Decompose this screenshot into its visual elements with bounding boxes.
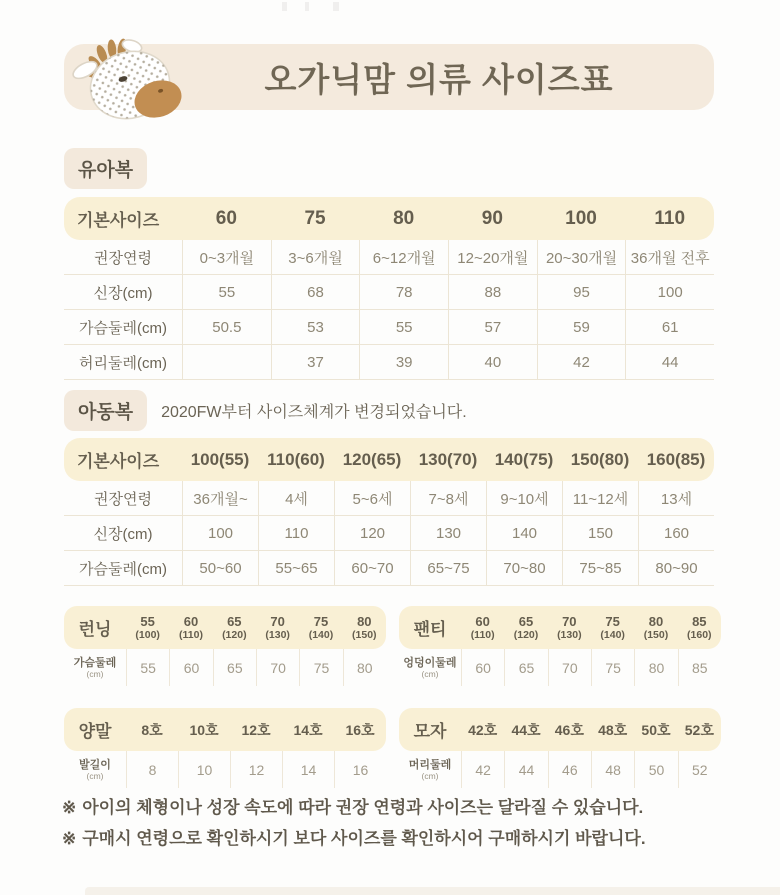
value-cell: 42: [461, 751, 504, 788]
value-cell: 44: [625, 345, 714, 379]
size-main: 12호: [241, 721, 271, 738]
value-cell: 100: [625, 275, 714, 309]
size-main: 80: [357, 613, 372, 629]
size-header-cell: [256, 615, 299, 641]
size-header-cell: [461, 615, 504, 641]
row-label-main: 가슴둘레: [73, 656, 117, 669]
row-label-unit: (cm): [421, 770, 439, 781]
value-cell: 65~75: [410, 551, 486, 585]
value-cell: 60: [169, 649, 212, 686]
size-header-cell: [678, 615, 721, 641]
value-cell: 60~70: [334, 551, 410, 585]
size-header-cell: [461, 723, 504, 737]
small-table-title: 런닝: [78, 620, 112, 639]
section-label-child: 아동복: [64, 390, 147, 431]
size-header-cell: [126, 615, 169, 641]
value-cell: 3~6개월: [271, 240, 360, 274]
small-table-title: 팬티: [413, 620, 447, 639]
row-label-unit: (cm): [86, 668, 104, 679]
value-cell: 57: [448, 310, 537, 344]
value-cell: 75: [299, 649, 342, 686]
size-header-cell: [343, 615, 386, 641]
table-header-band: [64, 197, 714, 240]
value-cell: 48: [591, 751, 634, 788]
size-header-cell: [126, 723, 178, 737]
table-header-band: [64, 606, 386, 649]
size-sub: (120): [222, 628, 247, 641]
size-header-cell: 75: [304, 207, 326, 229]
scan-artifact: [333, 2, 339, 11]
size-header-cell: [678, 723, 721, 737]
value-cell: 61: [625, 310, 714, 344]
table-row: [64, 481, 714, 516]
table-header-band: [64, 438, 714, 481]
value-cell: 36개월 전후: [625, 240, 714, 274]
value-cell: 95: [537, 275, 626, 309]
footnote-text: 아이의 체형이나 성장 속도에 따라 권장 연령과 사이즈는 달라질 수 있습니다.: [82, 798, 644, 817]
scan-artifact: [305, 2, 309, 11]
value-cell: 13세: [638, 481, 714, 515]
value-cell: 6~12개월: [359, 240, 448, 274]
row-label-unit: (cm): [86, 770, 104, 781]
row-label: 권장연령: [94, 490, 152, 508]
value-cell: 150: [562, 516, 638, 550]
size-sub: (100): [135, 628, 160, 641]
size-header-cell: [591, 723, 634, 737]
value-cell: 52: [678, 751, 721, 788]
row-label: 신장(cm): [93, 284, 153, 302]
value-cell: 20~30개월: [537, 240, 626, 274]
size-main: 52호: [684, 721, 714, 738]
value-cell: 55: [359, 310, 448, 344]
size-main: 80: [648, 613, 664, 629]
size-header-cell: 60: [215, 207, 237, 229]
size-header-cell: 120(65): [342, 449, 402, 469]
size-sub: (120): [513, 628, 539, 641]
page-title: 오가닉맘 의류 사이즈표: [264, 60, 614, 98]
value-cell: 0~3개월: [182, 240, 271, 274]
row-label-main: 발길이: [79, 758, 111, 771]
value-cell: 12: [230, 751, 282, 788]
value-cell: 85: [678, 649, 721, 686]
size-header-cell: [634, 615, 677, 641]
value-cell: 4세: [258, 481, 334, 515]
value-cell: 68: [271, 275, 360, 309]
size-sub: (140): [308, 628, 334, 641]
size-main: 8호: [141, 721, 163, 738]
row-label: 허리둘레(cm): [79, 354, 167, 372]
table-row: [64, 649, 386, 686]
footnote-line: [62, 823, 646, 854]
value-cell: 75~85: [562, 551, 638, 585]
size-header-cell: [282, 723, 334, 737]
size-main: 60: [183, 613, 199, 629]
value-cell: 16: [334, 751, 386, 788]
section-label-infant: 유아복: [64, 148, 147, 189]
size-header-cell: [548, 615, 591, 641]
value-cell: 37: [271, 345, 360, 379]
title-banner: [64, 44, 714, 110]
value-cell: 55: [182, 275, 271, 309]
value-cell: 70: [548, 649, 591, 686]
value-cell: 78: [359, 275, 448, 309]
table-header-band: [399, 708, 721, 751]
value-cell: 65: [504, 649, 547, 686]
value-cell: 10: [178, 751, 230, 788]
size-header-cell: [591, 615, 634, 641]
size-header-cell: 150(80): [570, 449, 630, 469]
table-row: [64, 275, 714, 310]
table-row: [399, 751, 721, 788]
size-sub: (160): [687, 628, 712, 641]
row-label: [64, 751, 126, 788]
size-main: 50호: [641, 721, 671, 738]
value-cell: 39: [359, 345, 448, 379]
size-header-cell: [548, 723, 591, 737]
row-label-unit: (cm): [421, 668, 439, 679]
table-row: [64, 310, 714, 345]
size-header-cell: [299, 615, 342, 641]
socks-size-table: [64, 708, 386, 788]
value-cell: 36개월~: [182, 481, 258, 515]
undershirt-size-table: [64, 606, 386, 686]
size-header-cell: 140(75): [494, 449, 554, 469]
value-cell: 5~6세: [334, 481, 410, 515]
size-main: 75: [313, 613, 329, 629]
value-cell: 50~60: [182, 551, 258, 585]
underwear-size-table: [399, 606, 721, 686]
table-row: [64, 751, 386, 788]
value-cell: 7~8세: [410, 481, 486, 515]
size-sub: (110): [470, 628, 495, 641]
size-header-cell: 160(85): [646, 449, 706, 469]
footnote-marker: ※: [62, 829, 77, 848]
size-sub: (130): [557, 628, 582, 641]
size-header-cell: [634, 723, 677, 737]
size-main: 65: [518, 613, 534, 629]
child-size-table: [64, 438, 714, 586]
table-row: [64, 240, 714, 275]
value-cell: 70~80: [486, 551, 562, 585]
size-header-cell: 110(60): [267, 449, 325, 469]
value-cell: 50.5: [182, 310, 271, 344]
value-cell: 44: [504, 751, 547, 788]
footnote-text: 구매시 연령으로 확인하시기 보다 사이즈를 확인하시어 구매하시기 바랍니다.: [82, 829, 646, 848]
size-header-cell: [169, 615, 212, 641]
small-table-title: 양말: [78, 722, 112, 741]
row-label-main: 머리둘레: [408, 758, 452, 771]
hat-size-table: [399, 708, 721, 788]
table-header-band: [64, 708, 386, 751]
row-label: [399, 751, 461, 788]
size-main: 10호: [189, 721, 219, 738]
size-sub: (110): [179, 628, 203, 641]
size-header-cell: 110: [654, 207, 686, 229]
size-header-cell: 90: [481, 207, 503, 229]
value-cell: 160: [638, 516, 714, 550]
row-label: [399, 649, 461, 686]
size-main: 42호: [468, 721, 498, 738]
value-cell: [182, 345, 271, 379]
footnote-marker: ※: [62, 798, 77, 817]
size-header-cell: 130(70): [418, 449, 478, 469]
value-cell: 50: [634, 751, 677, 788]
table-row: [64, 551, 714, 586]
size-sub: (150): [352, 628, 377, 641]
value-cell: 130: [410, 516, 486, 550]
size-header-cell: 100(55): [190, 449, 250, 469]
value-cell: 12~20개월: [448, 240, 537, 274]
value-cell: 9~10세: [486, 481, 562, 515]
scan-artifact: [282, 2, 287, 11]
value-cell: 42: [537, 345, 626, 379]
value-cell: 8: [126, 751, 178, 788]
size-main: 55: [140, 613, 155, 629]
value-cell: 46: [548, 751, 591, 788]
table-header-band: [399, 606, 721, 649]
size-main: 44호: [511, 721, 541, 738]
value-cell: 65: [213, 649, 256, 686]
size-main: 14호: [293, 721, 323, 738]
size-main: 70: [270, 613, 285, 629]
size-header-cell: [178, 723, 230, 737]
size-header-cell: [230, 723, 282, 737]
value-cell: 60: [461, 649, 504, 686]
value-cell: 80: [343, 649, 386, 686]
size-header-cell: [504, 615, 547, 641]
table-row: [64, 516, 714, 551]
value-cell: 59: [537, 310, 626, 344]
value-cell: 88: [448, 275, 537, 309]
size-main: 46호: [554, 721, 584, 738]
size-sub: (130): [265, 628, 290, 641]
size-header-cell: [334, 723, 386, 737]
footnote-line: [62, 792, 646, 823]
value-cell: 55~65: [258, 551, 334, 585]
infant-size-table: [64, 197, 714, 380]
size-main: 48호: [598, 721, 628, 738]
size-main: 75: [605, 613, 620, 629]
value-cell: 14: [282, 751, 334, 788]
size-sub: (140): [600, 628, 625, 641]
header-label-cell: 기본사이즈: [77, 452, 160, 471]
size-main: 65: [227, 613, 242, 629]
table-row: [64, 345, 714, 380]
row-label: 권장연령: [94, 249, 152, 267]
value-cell: 40: [448, 345, 537, 379]
size-header-cell: [504, 723, 547, 737]
size-header-cell: 80: [393, 207, 415, 229]
value-cell: 110: [258, 516, 334, 550]
size-sub: (150): [643, 628, 669, 641]
size-header-cell: [213, 615, 256, 641]
row-label-main: 엉덩이둘레: [403, 656, 457, 669]
value-cell: 75: [591, 649, 634, 686]
scan-artifact-band: [85, 887, 780, 895]
row-label: 가슴둘레(cm): [79, 560, 167, 578]
row-label: 신장(cm): [93, 525, 153, 543]
value-cell: 70: [256, 649, 299, 686]
header-label-cell: 기본사이즈: [77, 211, 160, 230]
value-cell: 100: [182, 516, 258, 550]
row-label: 가슴둘레(cm): [79, 319, 167, 337]
value-cell: 55: [126, 649, 169, 686]
size-main: 60: [475, 613, 490, 629]
row-label: [64, 649, 126, 686]
footnotes: [62, 792, 646, 854]
table-row: [399, 649, 721, 686]
size-header-cell: 100: [565, 207, 597, 229]
size-main: 85: [692, 613, 707, 629]
value-cell: 140: [486, 516, 562, 550]
value-cell: 80: [634, 649, 677, 686]
value-cell: 53: [271, 310, 360, 344]
value-cell: 120: [334, 516, 410, 550]
size-main: 70: [562, 613, 577, 629]
child-size-change-note: 2020FW부터 사이즈체계가 변경되었습니다.: [161, 404, 467, 421]
size-main: 16호: [345, 721, 375, 738]
value-cell: 11~12세: [562, 481, 638, 515]
small-table-title: 모자: [413, 722, 447, 741]
value-cell: 80~90: [638, 551, 714, 585]
